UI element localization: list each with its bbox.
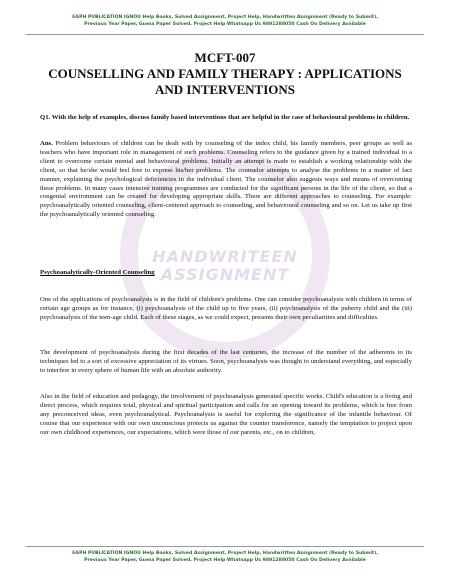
page-footer xyxy=(0,550,450,564)
header-divider xyxy=(26,34,424,35)
paragraph-3: The development of psychoanalysis during the first decades of the last centuries, the increase of the number of the adherents to its techniques led to a sort of excessive appreciation of its virtues. Soon, psychoanalysis was thought to understand everything, and especially to interfere in every sphere of human life with an absolute authority. xyxy=(40,349,412,374)
answer-paragraph-1 xyxy=(40,140,412,220)
footer-line-1: GSPH PUBLICATION IGNOU Help Books, Solved Assignment, Project Help, Handwritten Assignment (Ready to Submit), xyxy=(72,551,378,556)
title-line-1: COUNSELLING AND FAMILY THERAPY : APPLICATIONS xyxy=(48,66,402,81)
paragraph-2: One of the applications of psychoanalysis is in the field of children's problems. One can consider psychoanalysis with children in terms of certain age groups as for instance, (i) psychoanalysis of the child up to five years, (ii) psychoanalysis of the puberty child and the (iii) psychoanalysis of the teen-age child. Each of these stages, as we could expect, presents their own peculiarities and difficulties. xyxy=(40,296,412,321)
watermark-text-line1: HANDWRITEEN xyxy=(152,247,298,266)
header-line-2: Previous Year Paper, Guess Paper Solved, Project Help Whatsapp Us 9891288050 Cash On Delivery Available xyxy=(84,22,366,27)
footer-divider xyxy=(26,546,424,547)
course-code: MCFT-007 xyxy=(194,50,256,65)
answer-paragraph-1-text: Problem behaviours of children can be dealt with by counseling of the index child, his family members, peer groups as well as teachers who have important role in management of such problems. Counseling refers to the guidance given by a trained individual to a client to overcome certain mental and behavioural problems. Initially an attempt is made to establish a working relationship with the client, so that he/she would feel free to express his/her problems. The counselor attempts to analyse the problems in a matter of fact manner, explaining the psychological deficiencies in the individual client. The counselor also suggests ways and means of overcoming these problems. In many cases intensive training programmes are conducted for the significant persons in the life of the client, so that a congenial environment can be created for developing appropriate skills. There are different approaches to counseling. For example: psychoanalytically oriented counseling, client-centered approach to counseling, and behavioural counseling and so on. Let us take up first the psychoanalytically oriented counseling. xyxy=(40,140,412,219)
watermark-text-line2: ASSIGNMENT xyxy=(160,265,290,284)
section-heading: Psychoanalytically-Oriented Counseling xyxy=(40,269,155,276)
paragraph-4: Also in the field of education and pedagogy, the involvement of psychoanalysis generated specific works. Child's education is a living and direct process, which requires total, physical and spiritual participation and calls for an opening toward its problems, which is free from any preconceived ideas, even psychoanalytical. Psychoanalysis is useful for exploring the significance of the infantile behaviour. Of course that our experience with our own unconscious protects us against the counter transference, namely the temptation to project upon our own childhood experiences, our expectations, which were those of our parents, etc., on to children, xyxy=(40,393,412,436)
footer-line-2: Previous Year Paper, Guess Paper Solved, Project Help Whatsapp Us 9891288050 Cash On Delivery Available xyxy=(84,558,366,563)
document-title xyxy=(40,66,410,98)
page-header xyxy=(0,14,450,28)
title-line-2: AND INTERVENTIONS xyxy=(154,82,296,97)
header-line-1: GSPH PUBLICATION IGNOU Help Books, Solved Assignment, Project Help, Handwritten Assignment (Ready to Submit), xyxy=(72,15,378,20)
question-text: Q1. With the help of examples, discuss family based interventions that are helpful in the case of behavioural problems in children. xyxy=(40,114,410,121)
answer-label: Ans. xyxy=(40,140,53,147)
